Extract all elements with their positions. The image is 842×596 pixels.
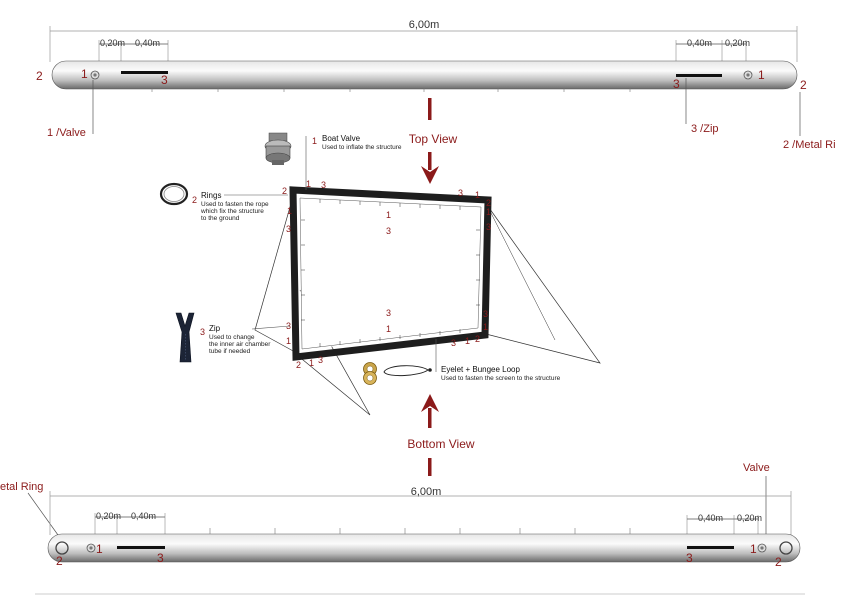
frame-num-1-bottom-center: 1 <box>386 324 392 334</box>
frame-num-3-bl: 3 <box>286 321 292 331</box>
zip-icon <box>176 313 194 362</box>
bottom-left-num-3: 3 <box>157 551 164 565</box>
frame-num-1-tr: 1 <box>475 190 481 200</box>
bottom-right-020-label: 0,20m <box>737 513 763 523</box>
bottom-right-num-3: 3 <box>686 551 693 565</box>
frame-num-1-br: 1 <box>465 336 471 346</box>
boat-valve-number: 1 <box>312 136 318 146</box>
frame-num-3-bottom: 3 <box>318 355 324 365</box>
boat-valve-icon <box>265 133 291 165</box>
top-view-label: Top View <box>408 132 458 146</box>
boat-valve-legend <box>265 133 402 190</box>
bottom-left-040-label: 0,40m <box>131 511 157 521</box>
frame-num-1-bl: 1 <box>286 336 292 346</box>
frame-num-3-tl: 3 <box>321 180 327 190</box>
frame-num-2-tr: 2 <box>486 198 492 208</box>
callout-zip-top: 3 /Zip <box>691 123 719 135</box>
eyelet-title: Eyelet + Bungee Loop <box>441 365 520 374</box>
bottom-left-020-label: 0,20m <box>96 511 122 521</box>
rings-title: Rings <box>201 191 222 200</box>
zip-desc-line-1: Used to change <box>209 334 255 341</box>
eyelet-desc: Used to fasten the screen to the structure <box>441 375 561 382</box>
top-left-020-label: 0,20m <box>100 38 126 48</box>
boat-valve-desc: Used to inflate the structure <box>322 144 402 151</box>
zip-desc-line-3: tube if needed <box>209 348 251 355</box>
frame-num-3-br: 3 <box>451 338 457 348</box>
top-left-num-2: 2 <box>36 69 43 83</box>
top-left-num-3: 3 <box>161 73 168 87</box>
eyelet-icon <box>364 363 377 385</box>
bottom-tube-ticks <box>210 528 630 534</box>
bottom-right-num-2: 2 <box>775 555 782 569</box>
ring-icon <box>161 184 187 204</box>
callout-metal-ring-top: 2 /Metal Ri <box>783 139 836 151</box>
frame-num-2-bl: 2 <box>296 360 302 370</box>
frame-num-3-top-center: 3 <box>386 226 392 236</box>
zip-legend <box>176 313 290 362</box>
top-right-040-label: 0,40m <box>687 38 713 48</box>
zip-desc-line-2: the inner air chamber <box>209 341 271 348</box>
frame-num-3-l: 3 <box>286 224 292 234</box>
frame-num-1-bottom: 1 <box>309 358 315 368</box>
frame-num-3-r: 3 <box>486 222 492 232</box>
boat-valve-title: Boat Valve <box>322 134 361 143</box>
top-length-label: 6,00m <box>408 19 440 31</box>
bottom-view-label: Bottom View <box>407 437 475 451</box>
bottom-tube-section <box>0 462 805 594</box>
bottom-left-num-2: 2 <box>56 554 63 568</box>
top-right-num-2: 2 <box>800 78 807 92</box>
rings-desc-line-1: Used to fasten the rope <box>201 201 269 208</box>
bottom-right-040-label: 0,40m <box>698 513 724 523</box>
frame-num-3-rb: 3 <box>483 309 489 319</box>
callout-valve-bottom: Valve <box>743 462 770 474</box>
frame-num-3-bottom-center: 3 <box>386 308 392 318</box>
frame-num-1-rb: 1 <box>483 322 489 332</box>
bungee-loop-icon <box>384 366 432 376</box>
frame-num-1-tl: 1 <box>306 179 312 189</box>
rings-desc-line-2: which fix the structure <box>201 208 264 215</box>
frame-num-1-l: 1 <box>287 206 293 216</box>
bottom-right-zip <box>687 546 734 549</box>
top-left-num-1: 1 <box>81 67 88 81</box>
bottom-view-indicator <box>407 394 474 476</box>
bottom-left-zip <box>117 546 165 549</box>
top-right-020-label: 0,20m <box>725 38 751 48</box>
frame-num-2-tl: 2 <box>282 186 288 196</box>
bottom-right-num-1: 1 <box>750 542 757 556</box>
top-view-indicator <box>409 98 458 184</box>
frame-num-3-tr: 3 <box>458 188 464 198</box>
frame-num-1-r: 1 <box>486 207 492 217</box>
top-left-040-label: 0,40m <box>135 38 161 48</box>
zip-title: Zip <box>209 324 221 333</box>
top-right-num-3: 3 <box>673 77 680 91</box>
frame-num-2-br: 2 <box>475 334 481 344</box>
rings-legend <box>161 184 288 222</box>
zip-number: 3 <box>200 327 206 337</box>
rings-desc-line-3: to the ground <box>201 215 240 222</box>
bottom-left-num-1: 1 <box>96 542 103 556</box>
frame-num-1-top-center: 1 <box>386 210 392 220</box>
callout-metal-ring-bottom: etal Ring <box>0 481 44 493</box>
rings-number: 2 <box>192 195 198 205</box>
top-right-zip <box>676 74 722 77</box>
top-right-num-1: 1 <box>758 68 765 82</box>
callout-valve-top: 1 /Valve <box>47 127 86 139</box>
bottom-length-label: 6,00m <box>410 486 442 498</box>
